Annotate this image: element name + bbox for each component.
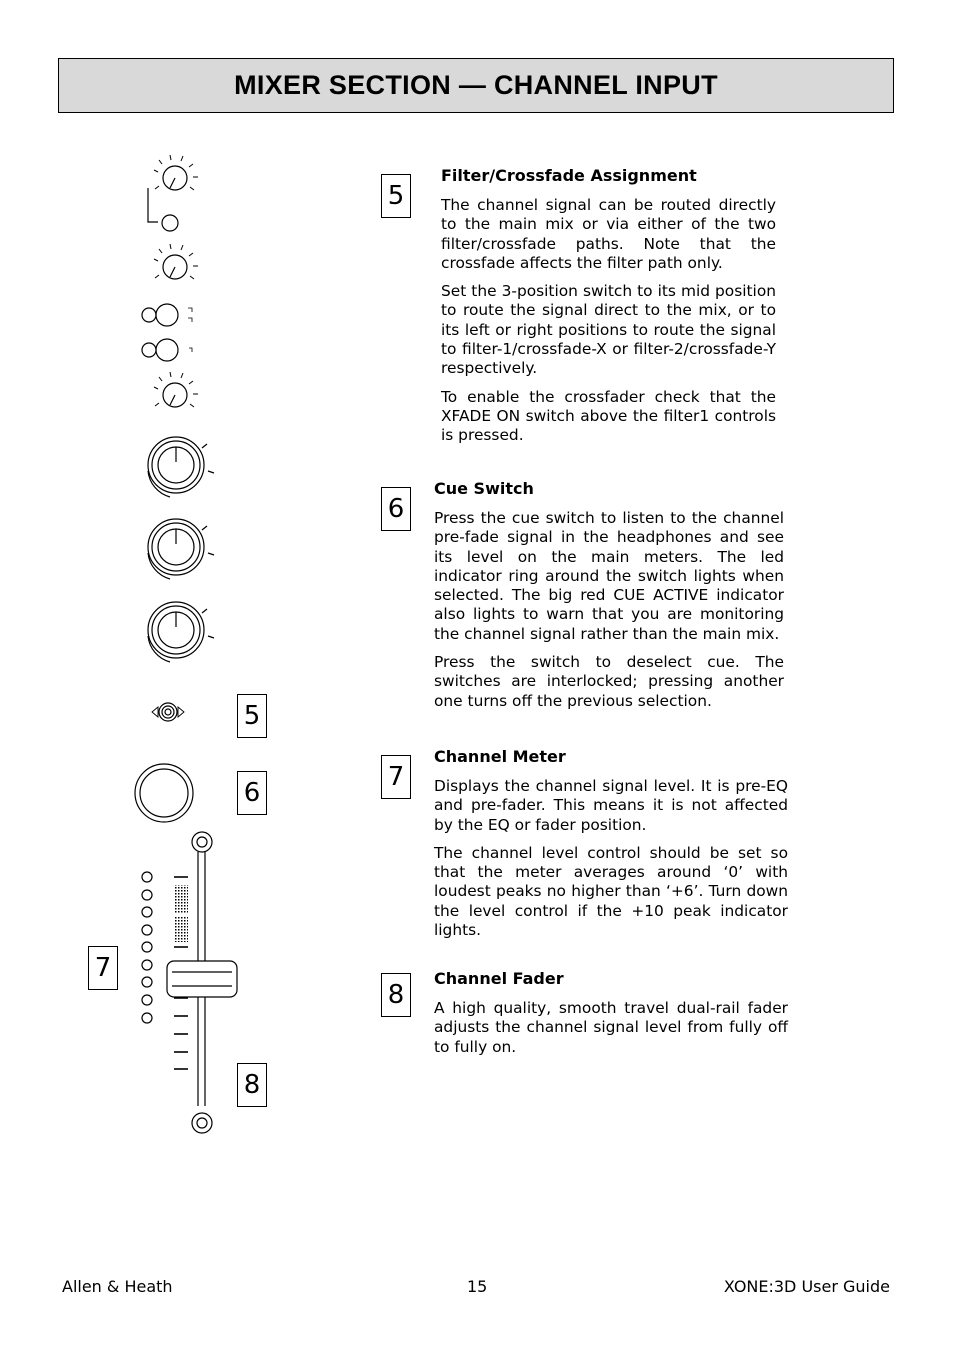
- callout-5-strip: 5: [237, 694, 267, 738]
- meter-leds: [142, 872, 152, 1023]
- section-heading: Cue Switch: [434, 479, 534, 498]
- footer-left: Allen & Heath: [62, 1277, 173, 1296]
- trim-knob-1: [154, 155, 198, 190]
- section-paragraph: A high quality, smooth travel dual-rail fader adjusts the channel signal level from fully off to fully on.: [434, 999, 788, 1056]
- callout-7-strip: 7: [88, 946, 118, 990]
- section-8-number: 8: [381, 973, 411, 1017]
- trim-knob-3: [154, 372, 198, 407]
- meter-texture: [174, 885, 188, 942]
- callout-8-strip: 8: [237, 1063, 267, 1107]
- section-cue-switch: [434, 479, 784, 720]
- section-paragraph: The channel level control should be set so that the meter averages around ‘0’ with loudest peaks no higher than ‘+6’. Turn down the level control if the +10 peak indicator lights.: [434, 843, 788, 940]
- eq-knob-high: [148, 437, 214, 497]
- section-heading: Channel Fader: [434, 969, 564, 988]
- section-channel-meter: [434, 747, 788, 949]
- section-paragraph: Displays the channel signal level. It is pre-EQ and pre-fader. This means it is not affected by the EQ or fader position.: [434, 777, 788, 834]
- page-title-bar: [58, 58, 894, 113]
- cue-switch-icon: [135, 764, 193, 822]
- section-paragraph: The channel signal can be routed directly to the main mix or via either of the two filter/crossfade paths. Note that the crossfade affects the filter path only.: [441, 196, 776, 272]
- section-channel-fader: [434, 969, 788, 1066]
- section-filter-crossfade: [441, 166, 776, 455]
- section-paragraph: Press the cue switch to listen to the channel pre-fade signal in the headphones and see its level on the main meters. The led indicator ring around the switch lights when selected. The big red CUE ACTIVE indicator also lights to warn that you are monitoring the channel signal rather than the main mix.: [434, 509, 784, 643]
- footer-page-number: 15: [467, 1277, 488, 1296]
- footer-right: XONE:3D User Guide: [723, 1277, 890, 1296]
- section-heading: Channel Meter: [434, 747, 566, 766]
- section-paragraph: Set the 3-position switch to its mid position to route the signal direct to the mix, or to its left or right positions to route the signal to filter-1/crossfade-X or filter-2/crossfade-Y respectively.: [441, 282, 776, 378]
- trim-knob-2: [154, 244, 198, 279]
- section-paragraph: To enable the crossfader check that the XFADE ON switch above the filter1 controls is pressed.: [441, 387, 776, 445]
- section-7-number: 7: [381, 755, 411, 799]
- section-heading: Filter/Crossfade Assignment: [441, 166, 697, 185]
- section-5-number: 5: [381, 174, 411, 218]
- section-6-number: 6: [381, 487, 411, 531]
- eq-knob-mid: [148, 519, 214, 579]
- channel-strip-illustration: [130, 140, 240, 1150]
- callout-6-strip: 6: [237, 771, 267, 815]
- section-paragraph: Press the switch to deselect cue. The switches are interlocked; pressing another one turns off the previous selection.: [434, 653, 784, 710]
- page-title: MIXER SECTION — CHANNEL INPUT: [234, 70, 718, 100]
- eq-knob-low: [148, 602, 214, 662]
- assign-switch-icon: [152, 703, 184, 721]
- fader-knob: [167, 961, 237, 997]
